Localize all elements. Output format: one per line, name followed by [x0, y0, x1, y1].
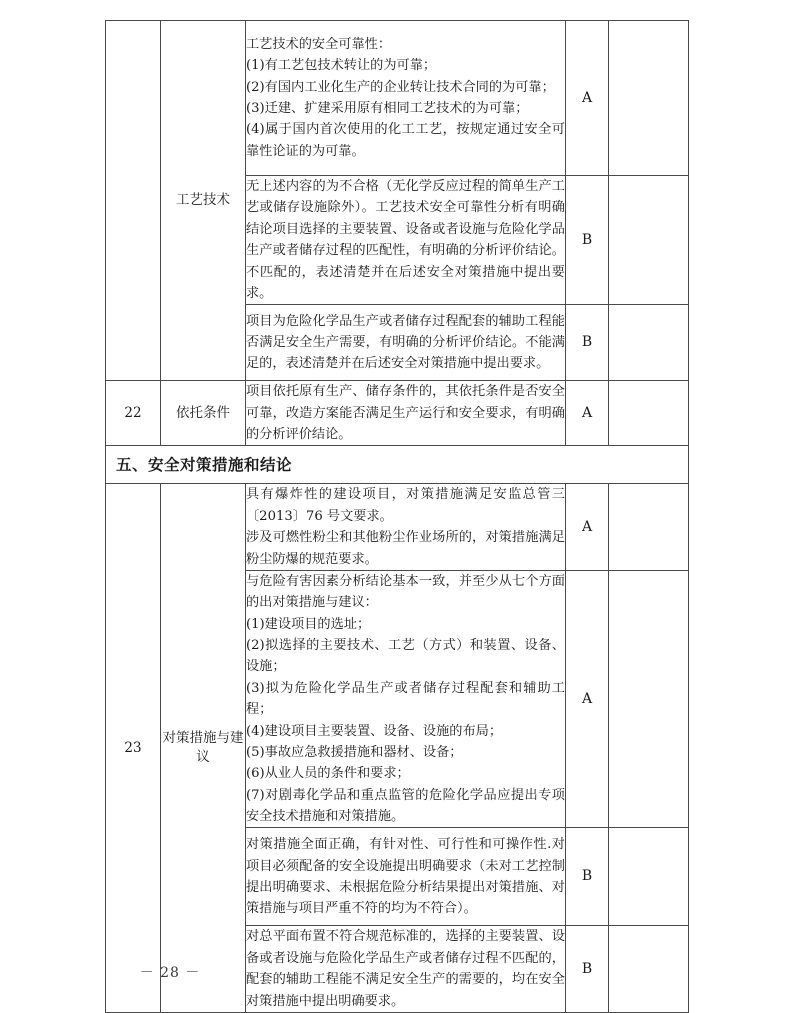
cell-description: [246, 570, 566, 828]
description-line: 具有爆炸性的建设项目，对策措施满足安监总管三〔2013〕76 号文要求。: [246, 487, 565, 524]
description-line: 工艺技术的安全可靠性：: [246, 36, 392, 52]
description-line: 对总平面布置不符合规范标准的，选择的主要装置、设备或者设施与危险化学品生产或者储存过程不匹配的，配套的辅助工程能不满足安全生产的需要的，均在安全对策措施中提出明确要求。: [246, 929, 565, 1009]
cell-grade: A: [566, 484, 609, 571]
cell-item-name: 工艺技术: [161, 21, 246, 381]
cell-item-name: [161, 484, 246, 1013]
cell-note: [609, 381, 689, 446]
cell-note: [609, 570, 689, 828]
section-title: 五、安全对策措施和结论: [116, 456, 293, 475]
description-line: (5)事故应急救援措施和器材、设备；: [246, 744, 463, 760]
cell-grade: B: [566, 176, 609, 305]
description-line: 项目为危险化学品生产或者储存过程配套的辅助工程能否满足安全生产需要，有明确的分析评价结论。不能满足的，表述清楚并在后述安全对策措施中提出要求。: [246, 313, 565, 372]
item-name-text: 对策措施与建议: [162, 729, 244, 766]
cell-description: [246, 381, 566, 446]
description-line: 无上述内容的为不合格（无化学反应过程的简单生产工艺或储存设施除外）。工艺技术安全可靠性分析有明确结论项目选择的主要装置、设备或者设施与危险化学品生产或者储存过程的匹配性，有明确的分析评价结论。不匹配的，表述清楚并在后述安全对策措施中提出要求。: [246, 179, 565, 301]
description-line: (4)属于国内首次使用的化工工艺，按规定通过安全可靠性论证的为可靠。: [246, 122, 565, 159]
description-line: 项目依托原有生产、储存条件的，其依托条件是否安全可靠，改造方案能否满足生产运行和安全要求，有明确的分析评价结论。: [246, 384, 565, 442]
cell-grade: B: [566, 828, 609, 926]
cell-note: [609, 828, 689, 926]
description-line: 对策措施全面正确，有针对性、可行性和可操作性.对项目必须配备的安全设施提出明确要求（未对工艺控制提出明确要求、未根据危险分析结果提出对策措施、对策措施与项目严重不符的均为不符合）。: [246, 837, 565, 917]
description-line: (1)有工艺包技术转让的为可靠；: [246, 58, 437, 74]
cell-row-number: 23: [106, 484, 161, 1013]
description-line: (6)从业人员的条件和要求；: [246, 766, 410, 782]
page-number: － 28 －: [139, 965, 201, 981]
description-line: (4)建设项目主要装置、设备、设施的布局；: [246, 723, 503, 739]
description-line: (1)建设项目的选址；: [246, 616, 371, 632]
cell-description: [246, 484, 566, 571]
description-line: (3)拟为危险化学品生产或者储存过程配套和辅助工程；: [246, 680, 565, 718]
cell-description: [246, 828, 566, 926]
cell-grade: A: [566, 21, 609, 176]
cell-description: [246, 21, 566, 176]
description-line: (2)有国内工业化生产的企业转让技术合同的为可靠；: [246, 79, 555, 95]
description-line: 涉及可燃性粉尘和其他粉尘作业场所的，对策措施满足粉尘防爆的规范要求。: [246, 530, 565, 567]
evaluation-criteria-table: [105, 20, 689, 1013]
cell-grade: B: [566, 305, 609, 381]
cell-row-number: 22: [106, 381, 161, 446]
cell-row-number: [106, 21, 161, 381]
cell-description: [246, 305, 566, 381]
cell-note: [609, 176, 689, 305]
cell-grade: A: [566, 381, 609, 446]
cell-grade: A: [566, 570, 609, 828]
description-line: (2)拟选择的主要技术、工艺（方式）和装置、设备、设施；: [246, 638, 565, 675]
cell-note: [609, 926, 689, 1013]
description-line: (7)对剧毒化学品和重点监管的危险化学品应提出专项安全技术措施和对策措施。: [246, 787, 565, 824]
section-header-cell: [106, 446, 689, 484]
cell-grade: B: [566, 926, 609, 1013]
cell-note: [609, 305, 689, 381]
table-row: [106, 381, 689, 446]
cell-note: [609, 21, 689, 176]
cell-description: [246, 176, 566, 305]
cell-item-name: 依托条件: [161, 381, 246, 446]
cell-note: [609, 484, 689, 571]
section-header-row: [106, 446, 689, 484]
description-line: (3)迁建、扩建采用原有相同工艺技术的为可靠；: [246, 101, 529, 116]
table-row: [106, 21, 689, 176]
table-row: [106, 484, 689, 571]
description-line: 与危险有害因素分析结论基本一致，并至少从七个方面的出对策措施与建议：: [246, 573, 565, 611]
